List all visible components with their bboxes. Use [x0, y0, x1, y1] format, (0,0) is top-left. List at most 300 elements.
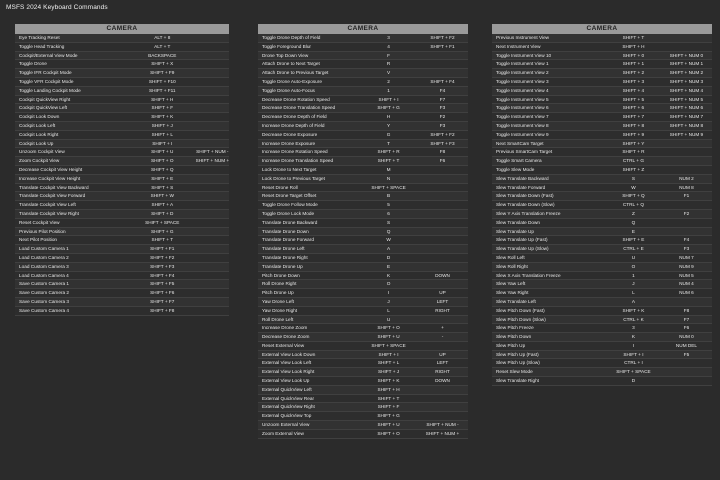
command-row [15, 78, 229, 87]
command-row [15, 148, 229, 157]
command-row [258, 60, 468, 69]
command-row [15, 104, 229, 113]
command-label: Translate Cockpit View Right [19, 210, 79, 216]
command-label: Toggle Head Tracking [19, 43, 65, 49]
column-header: CAMERA [15, 24, 229, 34]
secondary-keybinding: NUM 5 [679, 272, 694, 278]
secondary-keybinding [417, 342, 468, 350]
command-label: Toggle IFR Cockpit Mode [19, 70, 72, 76]
command-label: Toggle Landing Cockpit Mode [19, 87, 81, 93]
secondary-keybinding: NUM 7 [679, 254, 694, 260]
command-row [492, 34, 712, 43]
primary-keybinding: SHIFT + U [151, 149, 174, 155]
primary-keybinding: O [631, 263, 636, 269]
secondary-keybinding [196, 192, 229, 200]
primary-keybinding: A [386, 246, 391, 252]
command-label: Decrease Drone Zoom [262, 334, 310, 340]
command-label: Slew Translate Up [496, 228, 535, 234]
primary-keybinding: BACKSPACE [148, 52, 177, 58]
primary-keybinding: SHIFT + H [151, 96, 174, 102]
command-row [258, 289, 468, 298]
primary-keybinding: SHIFT + F1 [150, 246, 175, 252]
secondary-keybinding: F8 [683, 307, 690, 313]
command-label: Slew Roll Left [496, 254, 525, 260]
secondary-keybinding [661, 298, 712, 306]
command-label: Eye Tracking Reset [19, 35, 60, 40]
secondary-keybinding [196, 289, 229, 297]
command-row [258, 386, 468, 395]
command-row [492, 157, 712, 166]
secondary-keybinding [417, 210, 468, 218]
primary-keybinding: SHIFT + F [377, 404, 400, 410]
command-label: Toggle Drone Follow Mode [262, 202, 318, 208]
secondary-keybinding: SHIFT + F1 [430, 43, 455, 49]
command-row [492, 87, 712, 96]
command-row [492, 377, 712, 386]
primary-keybinding: D [631, 378, 636, 384]
command-label: Load Custom Camera 4 [19, 272, 69, 278]
command-label: Translate Drone Right [262, 254, 308, 260]
primary-keybinding: SHIFT + SPACE [371, 184, 406, 190]
primary-keybinding: SHIFT + R [377, 149, 400, 155]
secondary-keybinding: F4 [439, 87, 446, 93]
primary-keybinding: SHIFT + E [151, 175, 174, 181]
primary-keybinding: SHIFT + E [622, 237, 645, 243]
secondary-keybinding: SHIFT + F2 [430, 131, 455, 137]
command-label: Slew Translate Forward [496, 184, 546, 190]
primary-keybinding: SHIFT + W [150, 193, 174, 199]
command-list [15, 34, 229, 316]
command-row [258, 52, 468, 61]
command-row [15, 122, 229, 131]
command-label: Toggle Instrument View 4 [496, 87, 549, 93]
secondary-keybinding [417, 236, 468, 244]
command-label: Next SmartCam Target [496, 140, 544, 146]
secondary-keybinding [196, 298, 229, 306]
command-label: Increase Drone Exposure [262, 140, 316, 146]
command-row [15, 280, 229, 289]
camera-column-1 [15, 24, 229, 316]
secondary-keybinding [196, 60, 229, 68]
secondary-keybinding [196, 236, 229, 244]
command-label: Translate Cockpit View Backward [19, 184, 89, 190]
command-label: External QuickView Rear [262, 395, 315, 401]
command-label: Translate Cockpit View Forward [19, 193, 86, 199]
primary-keybinding: W [386, 237, 391, 243]
command-row [15, 228, 229, 237]
command-label: Toggle Foreground Blur [262, 43, 311, 49]
secondary-keybinding: F3 [439, 122, 446, 128]
command-row [258, 43, 468, 52]
command-row [15, 210, 229, 219]
command-label: Increase Cockpit View Height [19, 175, 81, 181]
command-label: Reset Drone Target Offset [262, 193, 317, 199]
command-row [492, 140, 712, 149]
secondary-keybinding [196, 131, 229, 139]
command-row [258, 96, 468, 105]
command-row [15, 192, 229, 201]
primary-keybinding: S [386, 219, 391, 225]
command-row [492, 263, 712, 272]
command-row [492, 219, 712, 228]
secondary-keybinding: F7 [683, 316, 690, 322]
command-label: Decrease Drone Rotation Speed [262, 96, 330, 102]
secondary-keybinding: SHIFT + NUM 4 [669, 87, 704, 93]
command-row [258, 201, 468, 210]
primary-keybinding: SHIFT + F9 [150, 70, 175, 76]
secondary-keybinding: F6 [683, 325, 690, 331]
command-row [258, 298, 468, 307]
command-row [258, 157, 468, 166]
primary-keybinding: SHIFT + F5 [150, 281, 175, 287]
command-row [492, 316, 712, 325]
command-row [258, 263, 468, 272]
secondary-keybinding: SHIFT + NUM 1 [669, 61, 704, 67]
primary-keybinding: 1 [632, 272, 635, 278]
command-label: Slew Pitch Freeze [496, 325, 534, 331]
primary-keybinding: SHIFT + F10 [148, 78, 176, 84]
command-label: Yaw Drone Right [262, 307, 298, 313]
command-label: Slew Pitch Down [496, 334, 532, 340]
command-label: External QuickView Top [262, 413, 312, 419]
primary-keybinding: CTRL + K [623, 316, 644, 322]
command-row [15, 87, 229, 96]
primary-keybinding: L [632, 290, 635, 296]
command-row [258, 324, 468, 333]
primary-keybinding: SHIFT + K [622, 307, 645, 313]
secondary-keybinding [196, 307, 229, 315]
command-label: Translate Drone Forward [262, 237, 314, 243]
command-row [258, 430, 468, 439]
command-label: Load Custom Camera 2 [19, 254, 69, 260]
secondary-keybinding [196, 52, 229, 60]
secondary-keybinding: SHIFT + NUM 5 [669, 96, 704, 102]
secondary-keybinding: F2 [683, 210, 690, 216]
primary-keybinding: SHIFT + 6 [622, 105, 645, 111]
secondary-keybinding: F7 [439, 96, 446, 102]
command-label: Toggle Drone Lock Mode [262, 210, 315, 216]
command-label: Cockpit/External View Mode [19, 52, 78, 58]
command-row [492, 192, 712, 201]
secondary-keybinding: F5 [683, 351, 690, 357]
command-row [492, 52, 712, 61]
secondary-keybinding [417, 175, 468, 183]
command-label: Cockpit Look Left [19, 122, 56, 128]
primary-keybinding: SHIFT + H [622, 43, 645, 49]
primary-keybinding: 3 [632, 325, 635, 331]
command-row [492, 131, 712, 140]
command-label: Lock Drone to Next Target [262, 166, 317, 172]
secondary-keybinding: UP [439, 290, 446, 296]
command-label: External QuickView Left [262, 386, 312, 392]
primary-keybinding: SHIFT + Z [622, 166, 645, 172]
primary-keybinding: SHIFT + G [377, 413, 400, 419]
command-row [15, 96, 229, 105]
primary-keybinding: SHIFT + SPACE [616, 369, 651, 375]
primary-keybinding: SHIFT + A [151, 202, 174, 208]
secondary-keybinding [196, 78, 229, 86]
secondary-keybinding [417, 412, 468, 420]
secondary-keybinding: NUM 2 [679, 175, 694, 181]
command-row [258, 87, 468, 96]
command-row [492, 324, 712, 333]
secondary-keybinding: SHIFT + NUM 2 [669, 70, 704, 76]
primary-keybinding: SHIFT + I [378, 351, 399, 357]
command-label: Attach Drone to Previous Target [262, 70, 329, 76]
primary-keybinding: U [386, 316, 391, 322]
primary-keybinding: SHIFT + 3 [622, 78, 645, 84]
primary-keybinding: SHIFT + I [378, 96, 399, 102]
secondary-keybinding: RIGHT [435, 307, 450, 313]
secondary-keybinding [661, 377, 712, 385]
command-row [15, 60, 229, 69]
command-row [492, 245, 712, 254]
secondary-keybinding: SHIFT + NUM 7 [669, 114, 704, 120]
primary-keybinding: SHIFT + 9 [622, 131, 645, 137]
secondary-keybinding: SHIFT + NUM + [195, 158, 229, 164]
secondary-keybinding: SHIFT + NUM 0 [669, 52, 704, 58]
secondary-keybinding [196, 228, 229, 236]
primary-keybinding: SHIFT + 4 [622, 87, 645, 93]
primary-keybinding: SHIFT + U [377, 422, 400, 428]
command-label: Toggle Instrument View 1 [496, 61, 549, 67]
command-label: Toggle Instrument View 9 [496, 131, 549, 137]
command-row [492, 228, 712, 237]
command-label: Slew Translate Up (Slow) [496, 246, 549, 252]
command-row [492, 280, 712, 289]
command-label: Lock Drone to Previous Target [262, 175, 325, 181]
primary-keybinding: SHIFT + T [622, 35, 645, 40]
secondary-keybinding [196, 219, 229, 227]
command-label: Toggle Drone Depth of Field [262, 35, 321, 40]
secondary-keybinding [196, 34, 229, 42]
primary-keybinding: SHIFT + F7 [150, 298, 175, 304]
command-label: Slew Translate Down (Fast) [496, 193, 554, 199]
secondary-keybinding [661, 219, 712, 227]
secondary-keybinding [417, 192, 468, 200]
command-row [258, 166, 468, 175]
secondary-keybinding: + [441, 325, 444, 331]
column-header: CAMERA [492, 24, 712, 34]
command-label: Slew Translate Left [496, 298, 536, 304]
primary-keybinding: SHIFT + U [377, 334, 400, 340]
command-row [492, 104, 712, 113]
command-row [258, 403, 468, 412]
command-row [15, 140, 229, 149]
command-label: Cockpit QuickView Right [19, 96, 71, 102]
secondary-keybinding: F3 [683, 246, 690, 252]
command-row [258, 359, 468, 368]
primary-keybinding: J [387, 298, 390, 304]
primary-keybinding: V [386, 70, 391, 76]
command-row [258, 210, 468, 219]
secondary-keybinding: SHIFT + NUM - [426, 422, 459, 428]
command-row [258, 377, 468, 386]
command-label: Save Custom Camera 1 [19, 281, 70, 287]
primary-keybinding: CTRL + Q [622, 202, 644, 208]
primary-keybinding: B [386, 193, 391, 199]
command-label: Reset Cockpit View [19, 219, 60, 225]
primary-keybinding: T [387, 140, 390, 146]
primary-keybinding: SHIFT + G [377, 105, 400, 111]
command-row [492, 166, 712, 175]
command-row [15, 113, 229, 122]
command-row [492, 69, 712, 78]
command-row [258, 184, 468, 193]
secondary-keybinding [196, 69, 229, 77]
secondary-keybinding [196, 104, 229, 112]
command-row [15, 184, 229, 193]
primary-keybinding: SHIFT + R [622, 149, 645, 155]
primary-keybinding: D [386, 254, 391, 260]
column-header: CAMERA [258, 24, 468, 34]
command-row [492, 307, 712, 316]
command-row [492, 122, 712, 131]
command-row [15, 298, 229, 307]
command-row [492, 351, 712, 360]
secondary-keybinding: NUM DEL [675, 342, 698, 348]
secondary-keybinding [417, 263, 468, 271]
command-row [258, 316, 468, 325]
secondary-keybinding [196, 254, 229, 262]
command-row [258, 148, 468, 157]
secondary-keybinding: LEFT [436, 298, 449, 304]
primary-keybinding: ALT + T [154, 43, 171, 49]
command-label: Translate Cockpit View Left [19, 202, 76, 208]
command-row [492, 342, 712, 351]
secondary-keybinding: NUM 4 [679, 281, 694, 287]
secondary-keybinding: SHIFT + NUM + [425, 430, 460, 436]
command-row [492, 148, 712, 157]
primary-keybinding: SHIFT + Q [151, 166, 174, 172]
secondary-keybinding [196, 175, 229, 183]
primary-keybinding: Y [386, 122, 391, 128]
secondary-keybinding [417, 386, 468, 394]
secondary-keybinding: F2 [439, 114, 446, 120]
primary-keybinding: SHIFT + K [377, 378, 400, 384]
secondary-keybinding [196, 113, 229, 121]
secondary-keybinding: SHIFT + F3 [430, 140, 455, 146]
command-label: Slew X Axis Translation Freeze [496, 272, 561, 278]
secondary-keybinding [417, 316, 468, 324]
secondary-keybinding: - [441, 334, 444, 340]
secondary-keybinding [661, 148, 712, 156]
camera-column-2 [258, 24, 468, 439]
camera-column-3 [492, 24, 712, 386]
command-row [258, 421, 468, 430]
secondary-keybinding: LEFT [436, 360, 449, 366]
command-row [258, 307, 468, 316]
primary-keybinding: E [631, 228, 636, 234]
primary-keybinding: SHIFT + SPACE [145, 219, 180, 225]
secondary-keybinding [196, 43, 229, 51]
command-label: Translate Drone Up [262, 263, 303, 269]
command-row [258, 245, 468, 254]
primary-keybinding: CTRL + I [624, 360, 643, 366]
command-row [492, 43, 712, 52]
command-label: Reset Slew Mode [496, 369, 533, 375]
secondary-keybinding: NUM 6 [679, 290, 694, 296]
command-label: Pitch Drone Down [262, 272, 300, 278]
primary-keybinding: K [631, 334, 636, 340]
secondary-keybinding [661, 368, 712, 376]
primary-keybinding: L [387, 307, 390, 313]
command-label: Increase Drone Rotation Speed [262, 149, 328, 155]
secondary-keybinding [661, 157, 712, 165]
command-label: Save Custom Camera 2 [19, 290, 70, 296]
command-row [15, 34, 229, 43]
command-row [258, 342, 468, 351]
primary-keybinding: K [386, 272, 391, 278]
command-row [15, 272, 229, 281]
primary-keybinding: SHIFT + I [152, 140, 173, 146]
secondary-keybinding [196, 96, 229, 104]
primary-keybinding: F [387, 52, 390, 58]
command-row [15, 166, 229, 175]
secondary-keybinding: SHIFT + NUM 8 [669, 122, 704, 128]
command-label: Slew Translate Right [496, 378, 539, 384]
primary-keybinding: SHIFT + K [151, 114, 174, 120]
primary-keybinding: SHIFT + G [151, 228, 174, 234]
command-row [258, 113, 468, 122]
command-row [258, 272, 468, 281]
secondary-keybinding: NUM 9 [679, 263, 694, 269]
primary-keybinding: SHIFT + O [377, 430, 400, 436]
command-list [258, 34, 468, 439]
command-row [15, 263, 229, 272]
primary-keybinding: Z [632, 210, 635, 216]
command-row [492, 60, 712, 69]
secondary-keybinding: SHIFT + NUM 9 [669, 131, 704, 137]
command-label: Increase Drone Translation Speed [262, 158, 334, 164]
secondary-keybinding [661, 34, 712, 42]
secondary-keybinding: NUM 0 [679, 334, 694, 340]
command-label: Toggle Instrument View 3 [496, 78, 549, 84]
secondary-keybinding [196, 245, 229, 253]
primary-keybinding: SHIFT + D [151, 210, 174, 216]
secondary-keybinding [196, 201, 229, 209]
command-row [15, 254, 229, 263]
command-label: Roll Drone Right [262, 281, 297, 287]
secondary-keybinding [196, 87, 229, 95]
command-row [492, 201, 712, 210]
secondary-keybinding [417, 254, 468, 262]
secondary-keybinding [661, 201, 712, 209]
command-row [492, 184, 712, 193]
secondary-keybinding: RIGHT [435, 369, 450, 375]
command-label: Load Custom Camera 3 [19, 263, 69, 269]
command-label: Toggle Slew Mode [496, 166, 535, 172]
primary-keybinding: 3 [387, 35, 390, 40]
primary-keybinding: SHIFT + 5 [622, 96, 645, 102]
primary-keybinding: SHIFT + SPACE [371, 342, 406, 348]
command-label: Roll Drone Left [262, 316, 294, 322]
secondary-keybinding [196, 280, 229, 288]
command-label: Slew Yaw Right [496, 290, 529, 296]
command-row [492, 368, 712, 377]
command-label: Translate Drone Left [262, 246, 305, 252]
command-row [258, 412, 468, 421]
secondary-keybinding: DOWN [435, 272, 450, 278]
primary-keybinding: H [386, 114, 391, 120]
secondary-keybinding [417, 403, 468, 411]
command-row [258, 280, 468, 289]
primary-keybinding: SHIFT + O [377, 325, 400, 331]
command-row [492, 254, 712, 263]
primary-keybinding: CTRL + E [623, 246, 644, 252]
secondary-keybinding [417, 184, 468, 192]
primary-keybinding: SHIFT + F6 [150, 290, 175, 296]
